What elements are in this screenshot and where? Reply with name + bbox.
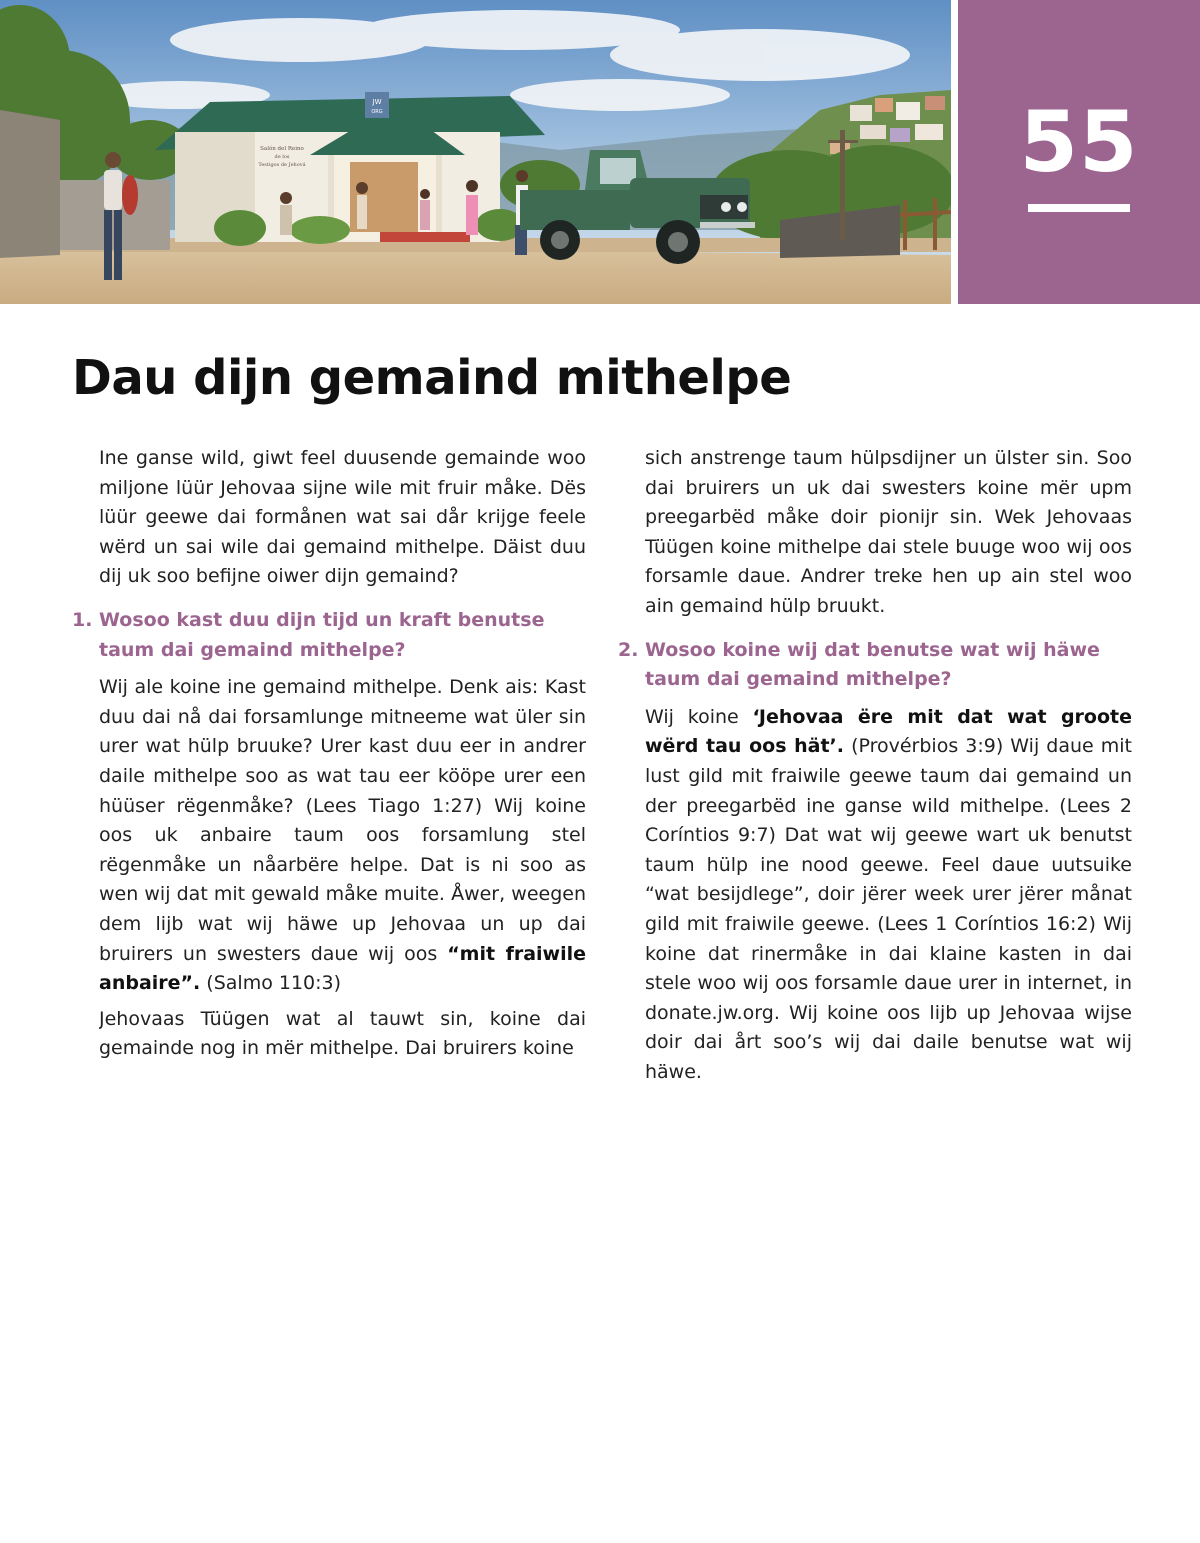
scripture-reference-salmo: (Salmo 110:3): [206, 972, 342, 995]
page-title: Dau dijn gemaind mithelpe: [72, 350, 792, 406]
question-2-text: Wosoo koine wij dat benutse wat wij häwe taum dai gemaind mithelpe?: [645, 638, 1100, 691]
sign-logo-line1: JW: [372, 98, 382, 106]
question-1-text: Wosoo kast duu dijn tijd un kraft benutse taum dai gemaind mithelpe?: [99, 608, 545, 661]
sign-line2: de los: [274, 154, 290, 160]
hero-photo: [0, 0, 951, 304]
section-2-paragraph-1: [645, 703, 1132, 1088]
section-1-paragraph-1-text: Wij ale koine ine gemaind mithelpe. Denk ais: Kast duu dai nå dai forsamlunge mitneeme wat üler sin urer wat hülp bruuke? Urer kast duu eer in andrer daile mithelpe soo as wat tau eer kööpe urer een hüüser rëgenmåke? (Lees Tiago 1:27) Wij koine oos uk anbaire taum oos forsamlung stel rëgenmåke un nåarbëre helpe. Dat is ni soo as wen wij dat mit gewald måke muite. Åwer, weegen dem lijb wat wij häwe up Jehovaa un up dai bruirers un swesters daue wij oos: [99, 676, 586, 965]
sign-logo-line2: ORG: [371, 109, 383, 115]
section-1-paragraph-1: [99, 673, 586, 999]
section-1-paragraph-1-bold: “mit fraiwile anbaire”.: [99, 942, 587, 995]
question-1-number: 1.: [72, 608, 93, 631]
sign-line1: Salón del Reino: [260, 146, 304, 152]
section-1-paragraph-2-continued: sich anstrenge taum hülpsdijner un ülster sin. Soo dai bruirers un uk dai swesters koine mër upm preegarbëd måke doir pionijr sin. Wek Jehovaas Tüügen koine mithelpe dai stele buuge woo wij oos forsamle daue. Andrer treke hen up ain stel woo ain gemaind hülp bruukt.: [645, 447, 1132, 617]
intro-paragraph: Ine ganse wild, giwt feel duusende gemainde woo miljone lüür Jehovaa sijne wile mit fruir måke. Dës lüür geewe dai formånen wat sai dår krijge feele wërd un sai wile dai gemaind mithelpe. Däist duu dij uk soo befijne oiwer dijn gemaind?: [99, 447, 586, 588]
sign-line3: Testigos de Jehová: [258, 162, 306, 168]
question-2-number: 2.: [618, 638, 639, 661]
lesson-number-underline: [1028, 204, 1130, 212]
lesson-number: 55: [1019, 93, 1139, 191]
left-column: [72, 444, 587, 1070]
question-2-heading: [618, 636, 1132, 695]
section-2-paragraph-1-bold: ‘Jehovaa ëre mit dat wat groote wërd tau oos hät’.: [645, 705, 1132, 758]
section-1-paragraph-2: Jehovaas Tüügen wat al tauwt sin, koine dai gemainde nog in mër mithelpe. Dai bruirers koine: [99, 1007, 586, 1060]
lesson-number-box: [958, 0, 1200, 304]
right-column: [618, 444, 1133, 1093]
question-1-heading: [72, 606, 586, 665]
section-2-paragraph-1-text: (Provérbios 3:9) Wij daue mit lust gild mit fraiwile geewe taum dai gemaind un der preegarbëd ine ganse wild mithelpe. (Lees 2 Coríntios 9:7) Dat wat wij geewe wart uk benutst taum hülp ine nood geewe. Feel daue uutsuike “wat besijdlege”, doir jërer week urer jërer månat gild mit fraiwile geewe. (Lees 1 Coríntios 16:2) Wij koine dat rinermåke in dai klaine kasten in dai stele woo wij oos forsamle daue urer in internet, in donate.jw.org. Wij koine oos lijb up Jehovaa wijse doir dai årt soo’s wij dai daile benutse wat wij häwe.: [645, 735, 1133, 1083]
section-2-paragraph-1-pre: Wij koine: [645, 705, 739, 728]
